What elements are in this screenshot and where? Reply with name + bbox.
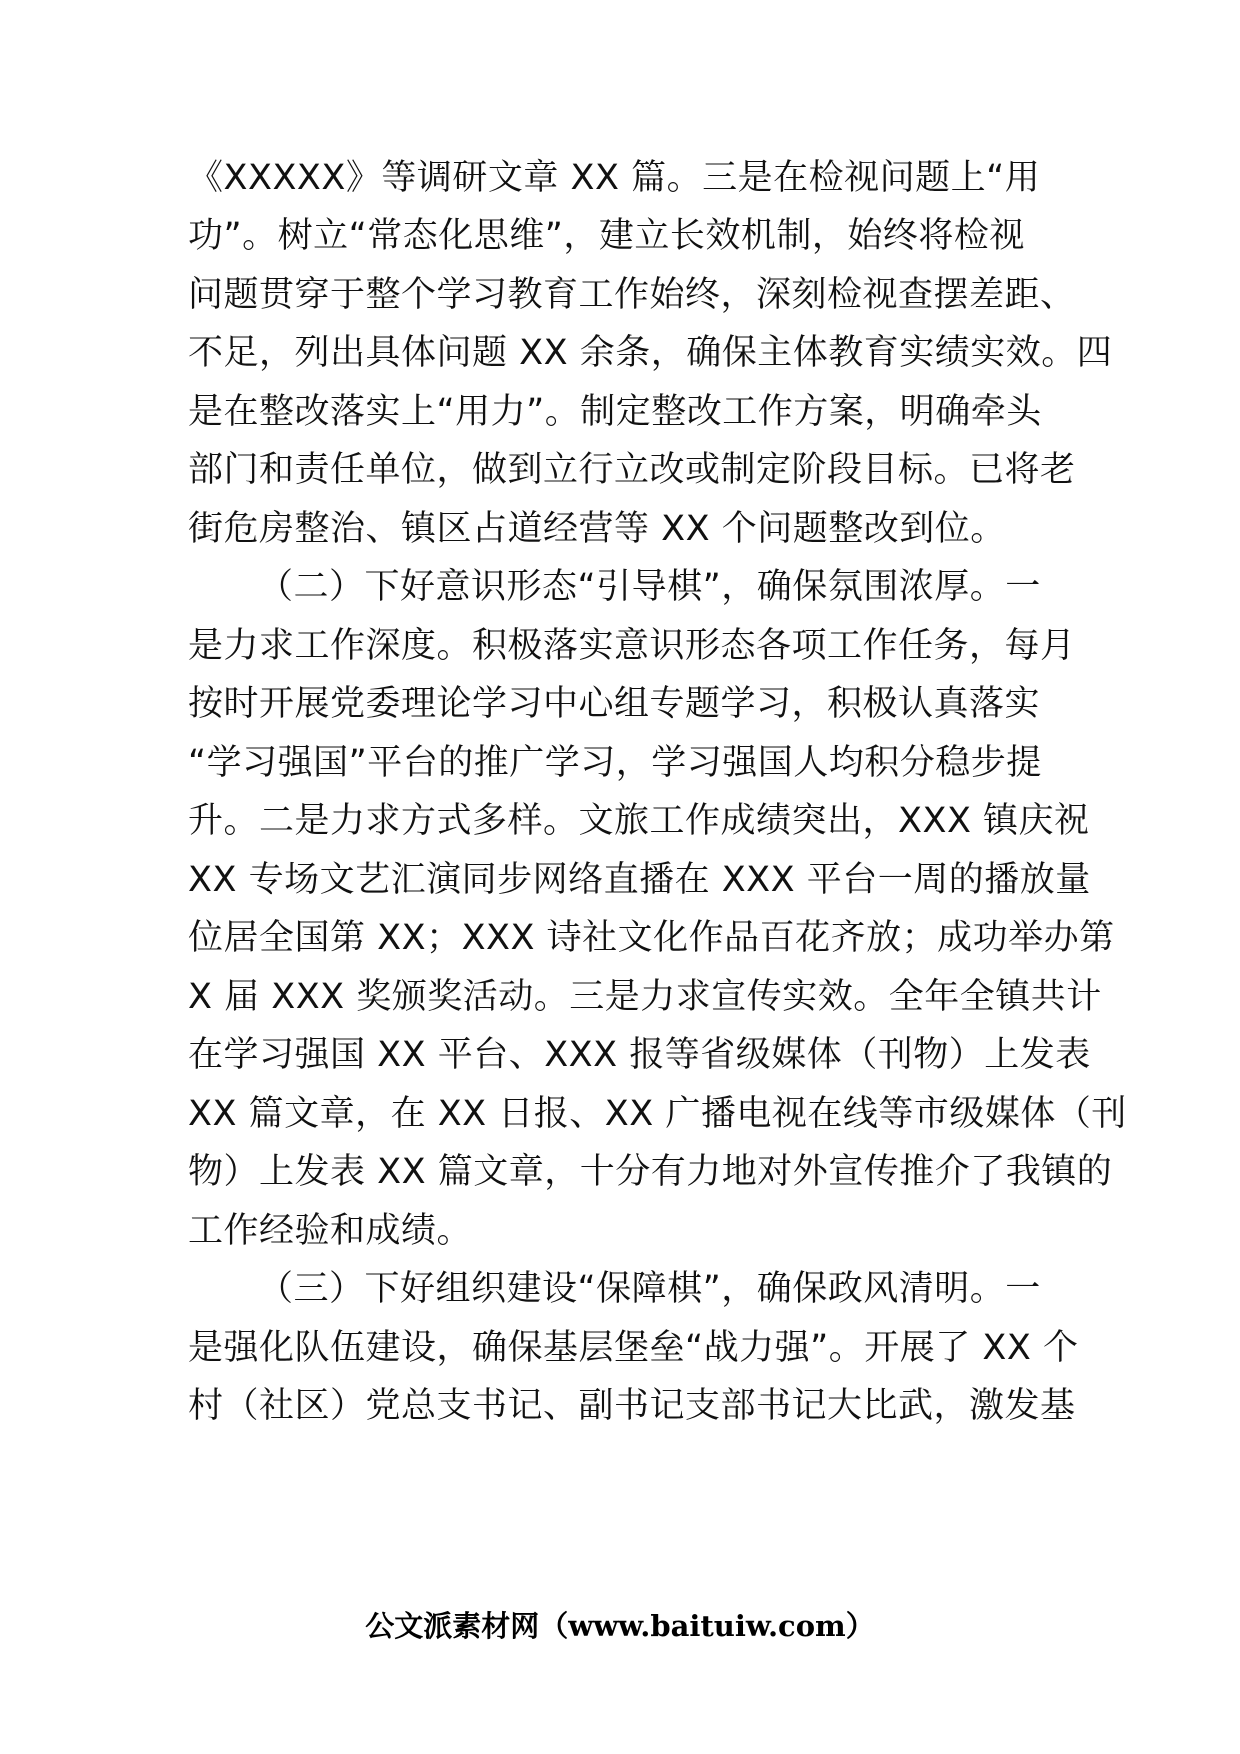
body-line-10: 按时开展党委理论学习中心组专题学习，积极认真落实	[188, 684, 1041, 724]
body-line-12: 升。二是力求方式多样。文旅工作成绩突出，XXX 镇庆祝	[188, 801, 1090, 841]
body-line-21: 是强化队伍建设，确保基层堡垒“战力强”。开展了 XX 个	[188, 1328, 1079, 1368]
body-line-18: 物）上发表 XX 篇文章，十分有力地对外宣传推介了我镇的	[188, 1152, 1113, 1192]
section-heading-2: （二）下好意识形态“引导棋”，确保氛围浓厚。一	[258, 567, 1041, 607]
body-line-13: XX 专场文艺汇演同步网络直播在 XXX 平台一周的播放量	[188, 860, 1091, 900]
body-line-7: 街危房整治、镇区占道经营等 XX 个问题整改到位。	[188, 509, 1006, 549]
body-line-3: 问题贯穿于整个学习教育工作始终，深刻检视查摆差距、	[188, 275, 1076, 315]
body-line-19: 工作经验和成绩。	[188, 1211, 473, 1251]
body-line-4: 不足，列出具体问题 XX 余条，确保主体教育实绩实效。四	[188, 333, 1113, 373]
body-line-16: 在学习强国 XX 平台、XXX 报等省级媒体（刊物）上发表	[188, 1035, 1091, 1075]
body-line-5: 是在整改落实上“用力”。制定整改工作方案，明确牵头	[188, 392, 1042, 432]
body-line-11: “学习强国”平台的推广学习，学习强国人均积分稳步提	[188, 743, 1042, 783]
section-heading-3: （三）下好组织建设“保障棋”，确保政风清明。一	[258, 1269, 1041, 1309]
body-line-15: X 届 XXX 奖颁奖活动。三是力求宣传实效。全年全镇共计	[188, 977, 1102, 1017]
body-line-6: 部门和责任单位，做到立行立改或制定阶段目标。已将老	[188, 450, 1076, 490]
body-line-9: 是力求工作深度。积极落实意识形态各项工作任务，每月	[188, 626, 1076, 666]
body-line-22: 村（社区）党总支书记、副书记支部书记大比武，激发基	[188, 1386, 1076, 1426]
body-line-1: 《XXXXX》等调研文章 XX 篇。三是在检视问题上“用	[188, 158, 1041, 198]
body-line-2: 功”。树立“常态化思维”，建立长效机制，始终将检视	[188, 216, 1025, 256]
footer-watermark: 公文派素材网（www.baituiw.com）	[365, 1609, 875, 1643]
body-line-17: XX 篇文章，在 XX 日报、XX 广播电视在线等市级媒体（刊	[188, 1094, 1127, 1134]
body-line-14: 位居全国第 XX；XXX 诗社文化作品百花齐放；成功举办第	[188, 918, 1115, 958]
